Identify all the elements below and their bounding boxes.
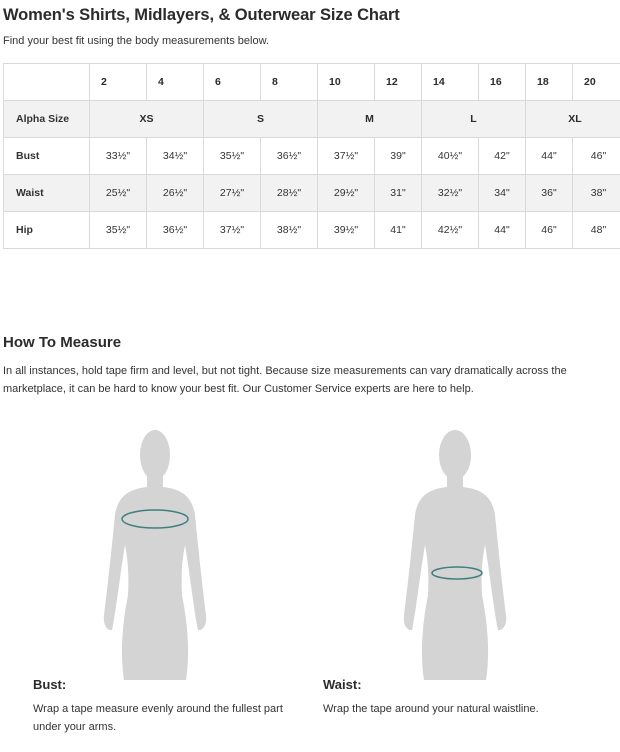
size-header: 10 bbox=[318, 64, 375, 101]
measurement-cell: 39" bbox=[375, 138, 422, 175]
corner-cell bbox=[4, 64, 90, 101]
alpha-size-cell: M bbox=[318, 101, 422, 138]
measurement-cell: 41" bbox=[375, 212, 422, 249]
bust-caption-text: Wrap a tape measure evenly around the fullest part under your arms. bbox=[33, 703, 283, 733]
size-header: 20 bbox=[573, 64, 620, 101]
measurement-cell: 36½" bbox=[147, 212, 204, 249]
measurement-cell: 34" bbox=[479, 175, 526, 212]
how-to-measure-description: In all instances, hold tape firm and level, but not tight. Because size measurements can vary dramatically across the marketplace, it can be hard to know your best fit. Our Customer Service experts are here to help. bbox=[3, 365, 567, 395]
size-header: 4 bbox=[147, 64, 204, 101]
size-header: 14 bbox=[422, 64, 479, 101]
bust-figure-illustration bbox=[100, 425, 210, 680]
bust-row bbox=[4, 138, 620, 175]
measurement-cell: 38½" bbox=[261, 212, 318, 249]
measurement-cell: 46" bbox=[573, 138, 620, 175]
measurement-cell: 48" bbox=[573, 212, 620, 249]
alpha-size-cell: XS bbox=[90, 101, 204, 138]
measurement-cell: 37½" bbox=[204, 212, 261, 249]
alpha-size-row bbox=[4, 101, 620, 138]
waist-row bbox=[4, 175, 620, 212]
row-label: Waist bbox=[4, 175, 90, 212]
row-label: Alpha Size bbox=[4, 101, 90, 138]
waist-figure-illustration bbox=[400, 425, 510, 680]
row-label: Bust bbox=[4, 138, 90, 175]
measurement-cell: 42" bbox=[479, 138, 526, 175]
size-header: 16 bbox=[479, 64, 526, 101]
page-subtitle: Find your best fit using the body measurements below. bbox=[3, 35, 269, 47]
measurement-cell: 27½" bbox=[204, 175, 261, 212]
measurement-cell: 28½" bbox=[261, 175, 318, 212]
measurement-cell: 44" bbox=[479, 212, 526, 249]
page-title: Women's Shirts, Midlayers, & Outerwear Size Chart bbox=[3, 6, 400, 24]
measurement-cell: 35½" bbox=[204, 138, 261, 175]
hip-row bbox=[4, 212, 620, 249]
size-chart-table bbox=[3, 63, 620, 249]
size-header: 18 bbox=[526, 64, 573, 101]
measurement-cell: 36" bbox=[526, 175, 573, 212]
measurement-cell: 35½" bbox=[90, 212, 147, 249]
measurement-cell: 26½" bbox=[147, 175, 204, 212]
size-header: 12 bbox=[375, 64, 422, 101]
measurement-cell: 34½" bbox=[147, 138, 204, 175]
measurement-cell: 42½" bbox=[422, 212, 479, 249]
how-to-measure-title: How To Measure bbox=[3, 334, 122, 351]
measurement-cell: 38" bbox=[573, 175, 620, 212]
measurement-cell: 32½" bbox=[422, 175, 479, 212]
measurement-cell: 40½" bbox=[422, 138, 479, 175]
measurement-cell: 37½" bbox=[318, 138, 375, 175]
row-label: Hip bbox=[4, 212, 90, 249]
measurement-cell: 39½" bbox=[318, 212, 375, 249]
size-header: 8 bbox=[261, 64, 318, 101]
measurement-cell: 46" bbox=[526, 212, 573, 249]
alpha-size-cell: L bbox=[422, 101, 526, 138]
size-header: 6 bbox=[204, 64, 261, 101]
measurement-cell: 25½" bbox=[90, 175, 147, 212]
size-header: 2 bbox=[90, 64, 147, 101]
waist-caption-text: Wrap the tape around your natural waistline. bbox=[323, 703, 539, 715]
alpha-size-cell: XL bbox=[526, 101, 620, 138]
measurement-cell: 44" bbox=[526, 138, 573, 175]
waist-caption-title: Waist: bbox=[323, 677, 362, 692]
size-number-row bbox=[4, 64, 620, 101]
measurement-cell: 36½" bbox=[261, 138, 318, 175]
measurement-cell: 33½" bbox=[90, 138, 147, 175]
bust-caption-title: Bust: bbox=[33, 677, 67, 692]
measurement-cell: 31" bbox=[375, 175, 422, 212]
alpha-size-cell: S bbox=[204, 101, 318, 138]
measurement-cell: 29½" bbox=[318, 175, 375, 212]
